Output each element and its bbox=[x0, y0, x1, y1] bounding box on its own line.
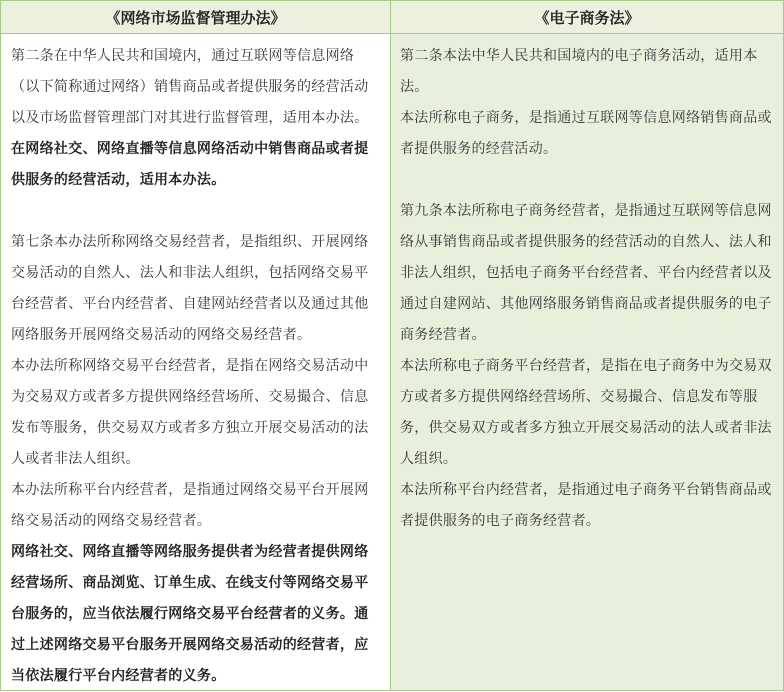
right-article-9: 第九条本法所称电子商务经营者，是指通过互联网等信息网络从事销售商品或者提供服务的经营活动的自然人、法人和非法人组织，包括电子商务平台经营者、平台内经营者以及通过自建网站、其他网络服务销售商品或者提供服务的电子商务经营者。 bbox=[400, 203, 772, 343]
right-platform-operator: 本法所称电子商务平台经营者，是指在电子商务中为交易双方或者多方提供网络经营场所、交易撮合、信息发布等服务，供交易双方或者多方独立开展交易活动的法人或者非法人组织。 bbox=[400, 358, 772, 467]
left-article-2: 第二条在中华人民共和国境内，通过互联网等信息网络（以下简称通过网络）销售商品或者提供服务的经营活动以及市场监督管理部门对其进行监督管理，适用本办法。 bbox=[11, 48, 369, 126]
left-platform-operator: 本办法所称网络交易平台经营者，是指在网络交易活动中为交易双方或者多方提供网络经营场所、交易撮合、信息发布等服务，供交易双方或者多方独立开展交易活动的法人或者非法人组织。 bbox=[11, 358, 369, 467]
left-social-livestream-emphasis: 网络社交、网络直播等网络服务提供者为经营者提供网络经营场所、商品浏览、订单生成、在线支付等网络交易平台服务的，应当依法履行网络交易平台经营者的义务。通过上述网络交易平台服务开展网络交易活动的经营者，应当依法履行平台内经营者的义务。 bbox=[11, 544, 369, 684]
right-in-platform-operator: 本法所称平台内经营者，是指通过电子商务平台销售商品或者提供服务的电子商务经营者。 bbox=[400, 482, 772, 529]
right-article-2: 第二条本法中华人民共和国境内的电子商务活动，适用本法。 bbox=[400, 48, 758, 95]
spacer bbox=[400, 165, 775, 196]
left-column bbox=[1, 34, 391, 690]
header-right: 《电子商务法》 bbox=[391, 1, 783, 34]
right-column bbox=[391, 34, 783, 690]
left-article-7: 第七条本办法所称网络交易经营者，是指组织、开展网络交易活动的自然人、法人和非法人组织，包括网络交易平台经营者、平台内经营者、自建网站经营者以及通过其他网络服务开展网络交易活动的网络交易经营者。 bbox=[11, 234, 369, 343]
header-left: 《网络市场监督管理办法》 bbox=[1, 1, 391, 34]
right-ecommerce-definition: 本法所称电子商务，是指通过互联网等信息网络销售商品或者提供服务的经营活动。 bbox=[400, 110, 772, 157]
spacer bbox=[11, 196, 382, 227]
left-article-2-emphasis: 在网络社交、网络直播等信息网络活动中销售商品或者提供服务的经营活动，适用本办法。 bbox=[11, 141, 369, 188]
left-in-platform-operator: 本办法所称平台内经营者，是指通过网络交易平台开展网络交易活动的网络交易经营者。 bbox=[11, 482, 369, 529]
